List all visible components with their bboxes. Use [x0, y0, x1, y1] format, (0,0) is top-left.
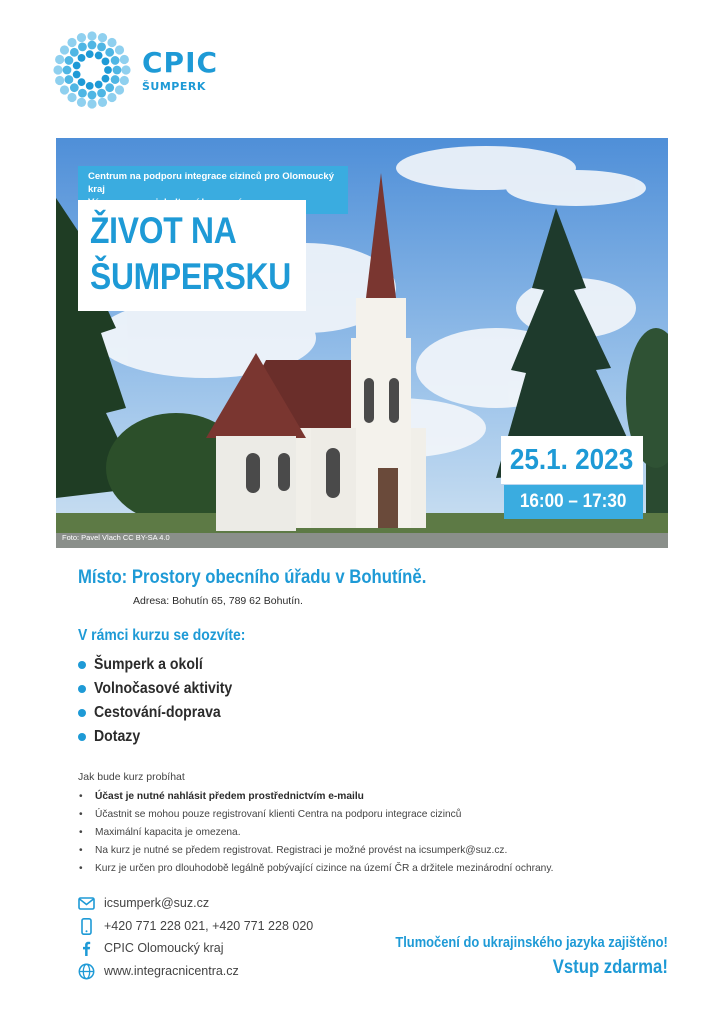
time-badge — [504, 485, 643, 519]
bullet: • — [79, 827, 83, 838]
howto-item: Maximální kapacita je omezena. — [95, 827, 241, 838]
list-item — [78, 788, 554, 806]
facebook-text[interactable]: CPIC Olomoucký kraj — [104, 941, 224, 955]
howto-list — [78, 788, 554, 878]
contacts-block — [78, 893, 313, 983]
list-item — [78, 678, 251, 702]
contact-web[interactable] — [78, 961, 313, 984]
date-badge — [501, 436, 643, 484]
free-entry-note: Vstup zdarma! — [552, 957, 668, 978]
course-date: 25.1. 2023 — [510, 444, 634, 476]
envelope-icon — [78, 895, 95, 912]
web-text[interactable]: www.integracnicentra.cz — [104, 963, 239, 978]
bullet: • — [79, 791, 83, 802]
list-item — [78, 860, 554, 878]
course-title-line-2: ŠUMPERSKU — [90, 256, 291, 297]
logo-name: CPIC — [142, 46, 219, 79]
bullet-dot-icon — [78, 685, 86, 693]
howto-heading: Jak bude kurz probíhat — [78, 771, 185, 783]
list-item — [78, 824, 554, 842]
logo-city: ŠUMPERK — [142, 80, 206, 93]
list-item — [78, 842, 554, 860]
bullet-dot-icon — [78, 733, 86, 741]
topic-label: Šumperk a okolí — [94, 656, 203, 673]
cpic-logo — [52, 30, 232, 110]
list-item — [78, 702, 251, 726]
topics-list — [78, 654, 251, 750]
howto-item: Kurz je určen pro dlouhodobě legálně pobývající cizince na území ČR a držitele mezinárodní ochrany. — [95, 863, 554, 874]
topic-label: Volnočasové aktivity — [94, 680, 233, 697]
course-time: 16:00 – 17:30 — [520, 491, 627, 512]
list-item — [78, 726, 251, 750]
phone-icon — [78, 918, 95, 935]
howto-item: Účastnit se mohou pouze registrovaní klienti Centra na podporu integrace cizinců — [95, 809, 462, 820]
list-item — [78, 654, 251, 678]
bullet: • — [79, 845, 83, 856]
howto-item: Na kurz je nutné se předem registrovat. Registraci je možné provést na icsumperk@suz.cz. — [95, 845, 508, 856]
facebook-icon — [78, 940, 95, 957]
bullet-dot-icon — [78, 709, 86, 717]
globe-icon — [78, 963, 95, 980]
course-title-line-1: ŽIVOT NA — [90, 210, 237, 251]
intro-line-1: Centrum na podporu integrace cizinců pro Olomoucký kraj — [88, 171, 334, 195]
contact-facebook[interactable] — [78, 938, 313, 961]
contact-email[interactable] — [78, 893, 313, 916]
phone-text[interactable]: +420 771 228 021, +420 771 228 020 — [104, 918, 314, 933]
bullet: • — [79, 809, 83, 820]
bullet: • — [79, 863, 83, 874]
email-text[interactable]: icsumperk@suz.cz — [104, 896, 210, 910]
photo-credit: Foto: Pavel Vlach CC BY-SA 4.0 — [62, 533, 170, 542]
topic-label: Cestování-doprava — [94, 704, 221, 721]
contact-phone[interactable] — [78, 916, 313, 939]
howto-item: Účast je nutné nahlásit předem prostřednictvím e-mailu — [95, 791, 364, 802]
topic-label: Dotazy — [94, 728, 141, 745]
logo-dots-icon — [52, 30, 132, 110]
venue-heading: Místo: Prostory obecního úřadu v Bohutíně. — [78, 567, 427, 588]
course-title-box — [78, 200, 306, 311]
interpreting-note: Tlumočení do ukrajinského jazyka zajištěno! — [395, 934, 668, 951]
venue-address: Adresa: Bohutín 65, 789 62 Bohutín. — [133, 595, 303, 607]
list-item — [78, 806, 554, 824]
bullet-dot-icon — [78, 661, 86, 669]
learn-heading: V rámci kurzu se dozvíte: — [78, 627, 246, 644]
